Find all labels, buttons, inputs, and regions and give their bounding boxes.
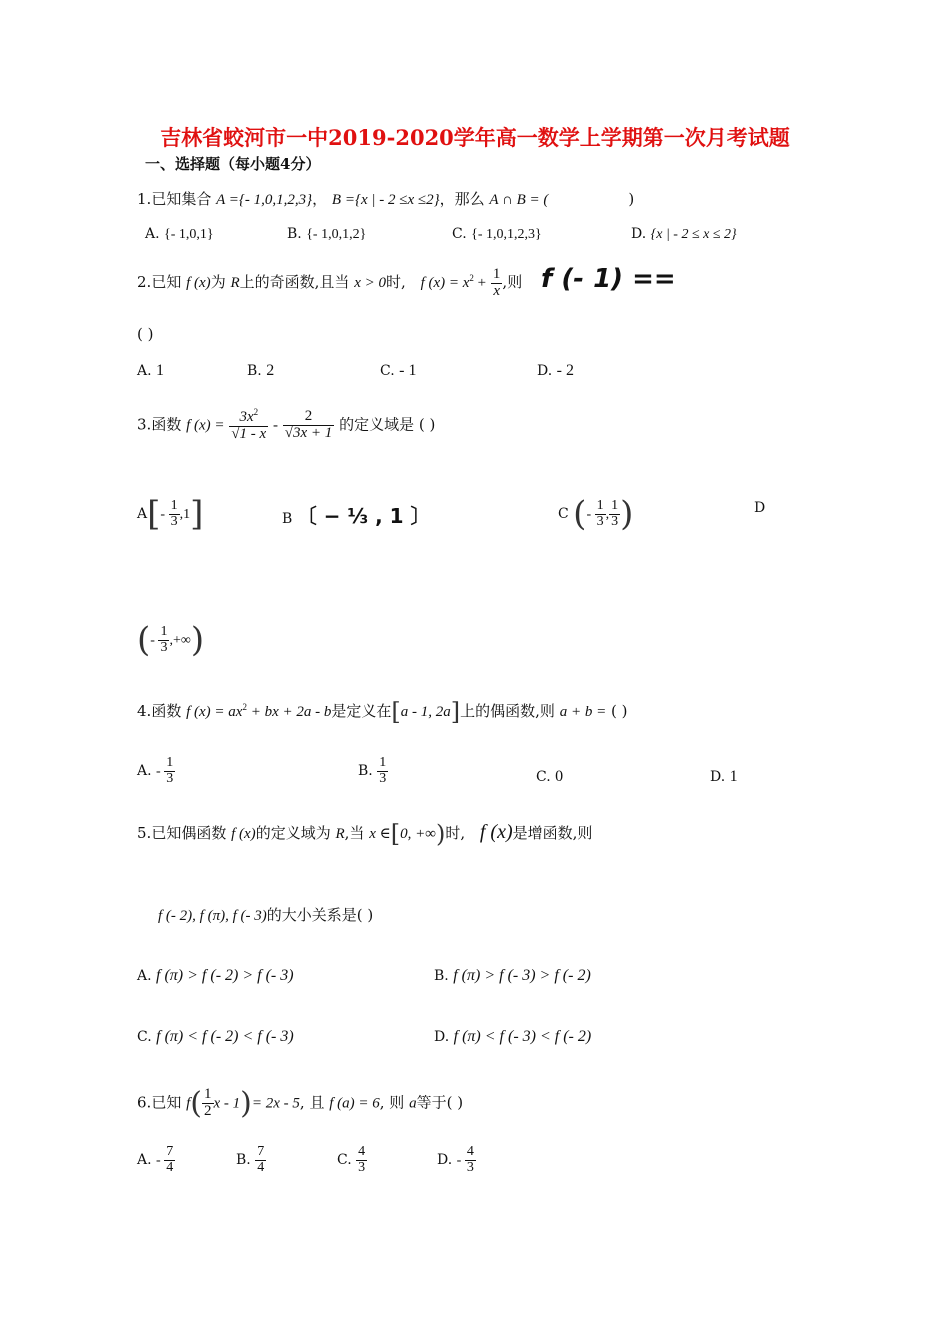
q2-option-d: D. - 2 (537, 362, 574, 379)
question-1 (137, 188, 634, 209)
q2-big-expression: f (- 1) == (540, 264, 676, 294)
q2-fraction: $\frac{1}{x}$ (492, 265, 501, 299)
q3-fraction-1: $\frac{3x^2}{√1 - x}$ (231, 407, 267, 442)
q3-option-a: A[- $\frac{1}{3}$ ,1] (137, 494, 204, 534)
question-6: 6.已知 f( $\frac{1}{2}$ x - 1)= 2x - 5, 且 f (a) = 6, 则 a等于( ) (137, 1086, 464, 1121)
q2-option-c: C. - 1 (380, 362, 417, 379)
q1-sep: ， (312, 190, 328, 208)
question-4: 4.函数 f $(x) = ax^2$ + bx + 2a - b是定义在[a - 1, 2a]上的偶函数,则 a + b = ( ) (137, 698, 628, 726)
q4-interval: a - 1, 2a (400, 704, 451, 720)
q3-option-c: C (- $\frac{1}{3}$ , $\frac{1}{3}$ ) (558, 494, 634, 534)
q5-option-b: B. f (π) > f (- 3) > f (- 2) (434, 967, 591, 984)
q4-option-a: A. - $\frac{1}{3}$ (137, 755, 174, 786)
q3-option-b: B 〔 − ⅓ , 1 〕 (282, 504, 431, 528)
q1-expr: A ∩ B = ( (489, 192, 549, 208)
q6-option-d: D. - $\frac{4}{3}$ (437, 1144, 474, 1175)
q1-option-b: B. {- 1,0,1,2} (287, 226, 367, 242)
q5-interval: 0, +∞ (400, 826, 436, 842)
q6-option-a: A. - $\frac{7}{4}$ (137, 1144, 174, 1175)
q1-set-b: B ={x | - 2 ≤x ≤2} (331, 192, 440, 208)
q4-option-b: B. $\frac{1}{3}$ (358, 755, 387, 786)
q1-option-d: D. {x | - 2 ≤ x ≤ 2} (631, 226, 737, 242)
q1-option-a: A. {- 1,0,1} (145, 226, 214, 242)
section-heading: 一、选择题（每小题4分） (145, 155, 321, 173)
q1-number: 1. (137, 190, 152, 208)
q3-option-d-label: D (754, 500, 766, 516)
page-title: 吉林省蛟河市一中2019-2020学年高一数学上学期第一次月考试题 (160, 125, 790, 150)
q3-option-d: (- $\frac{1}{3}$ ,+∞) (137, 620, 205, 660)
question-5: 5.已知偶函数 f (x)的定义域为 R,当 x ∈[0, +∞)时, f (x)是增函数,则 (137, 820, 593, 848)
q4-option-d: D. 1 (710, 768, 738, 785)
q2-option-b: B. 2 (247, 362, 275, 379)
q2-function: f (x) (186, 275, 211, 291)
q5-option-c: C. f (π) < f (- 2) < f (- 3) (137, 1028, 294, 1045)
q2-answer-paren: ( ) (137, 325, 154, 343)
q5-compare-list: f (- 2), f (π), f (- 3)的大小关系是( ) (158, 906, 374, 924)
q2-option-a: A. 1 (137, 362, 165, 379)
q1-tail: ，那么 (439, 190, 485, 208)
question-2: 2.已知 f (x)为 R上的奇函数,且当 x > 0时, f $(x) = x^2$ + $\frac{1}{x}$ ,则 f (- 1) == (137, 264, 676, 299)
q1-option-c: C. {- 1,0,1,2,3} (452, 226, 542, 242)
q4-option-c: C. 0 (536, 768, 564, 785)
q1-text: 已知集合 (151, 190, 212, 208)
q5-option-d: D. f (π) < f (- 3) < f (- 2) (434, 1028, 592, 1045)
q1-set-a: A ={- 1,0,1,2,3} (216, 192, 313, 208)
q5-option-a: A. f (π) > f (- 2) > f (- 3) (137, 967, 294, 984)
question-3: 3.函数 f (x) = $\frac{3x^2}{√1 - x}$ - $\frac{2}{√3x + 1}$ 的定义域是 ( ) (137, 407, 436, 442)
q3-fraction-2: $\frac{2}{√3x + 1}$ (284, 408, 333, 441)
q6-option-b: B. $\frac{7}{4}$ (236, 1144, 265, 1175)
q6-option-c: C. $\frac{4}{3}$ (337, 1144, 366, 1175)
q1-close: ) (628, 190, 635, 208)
